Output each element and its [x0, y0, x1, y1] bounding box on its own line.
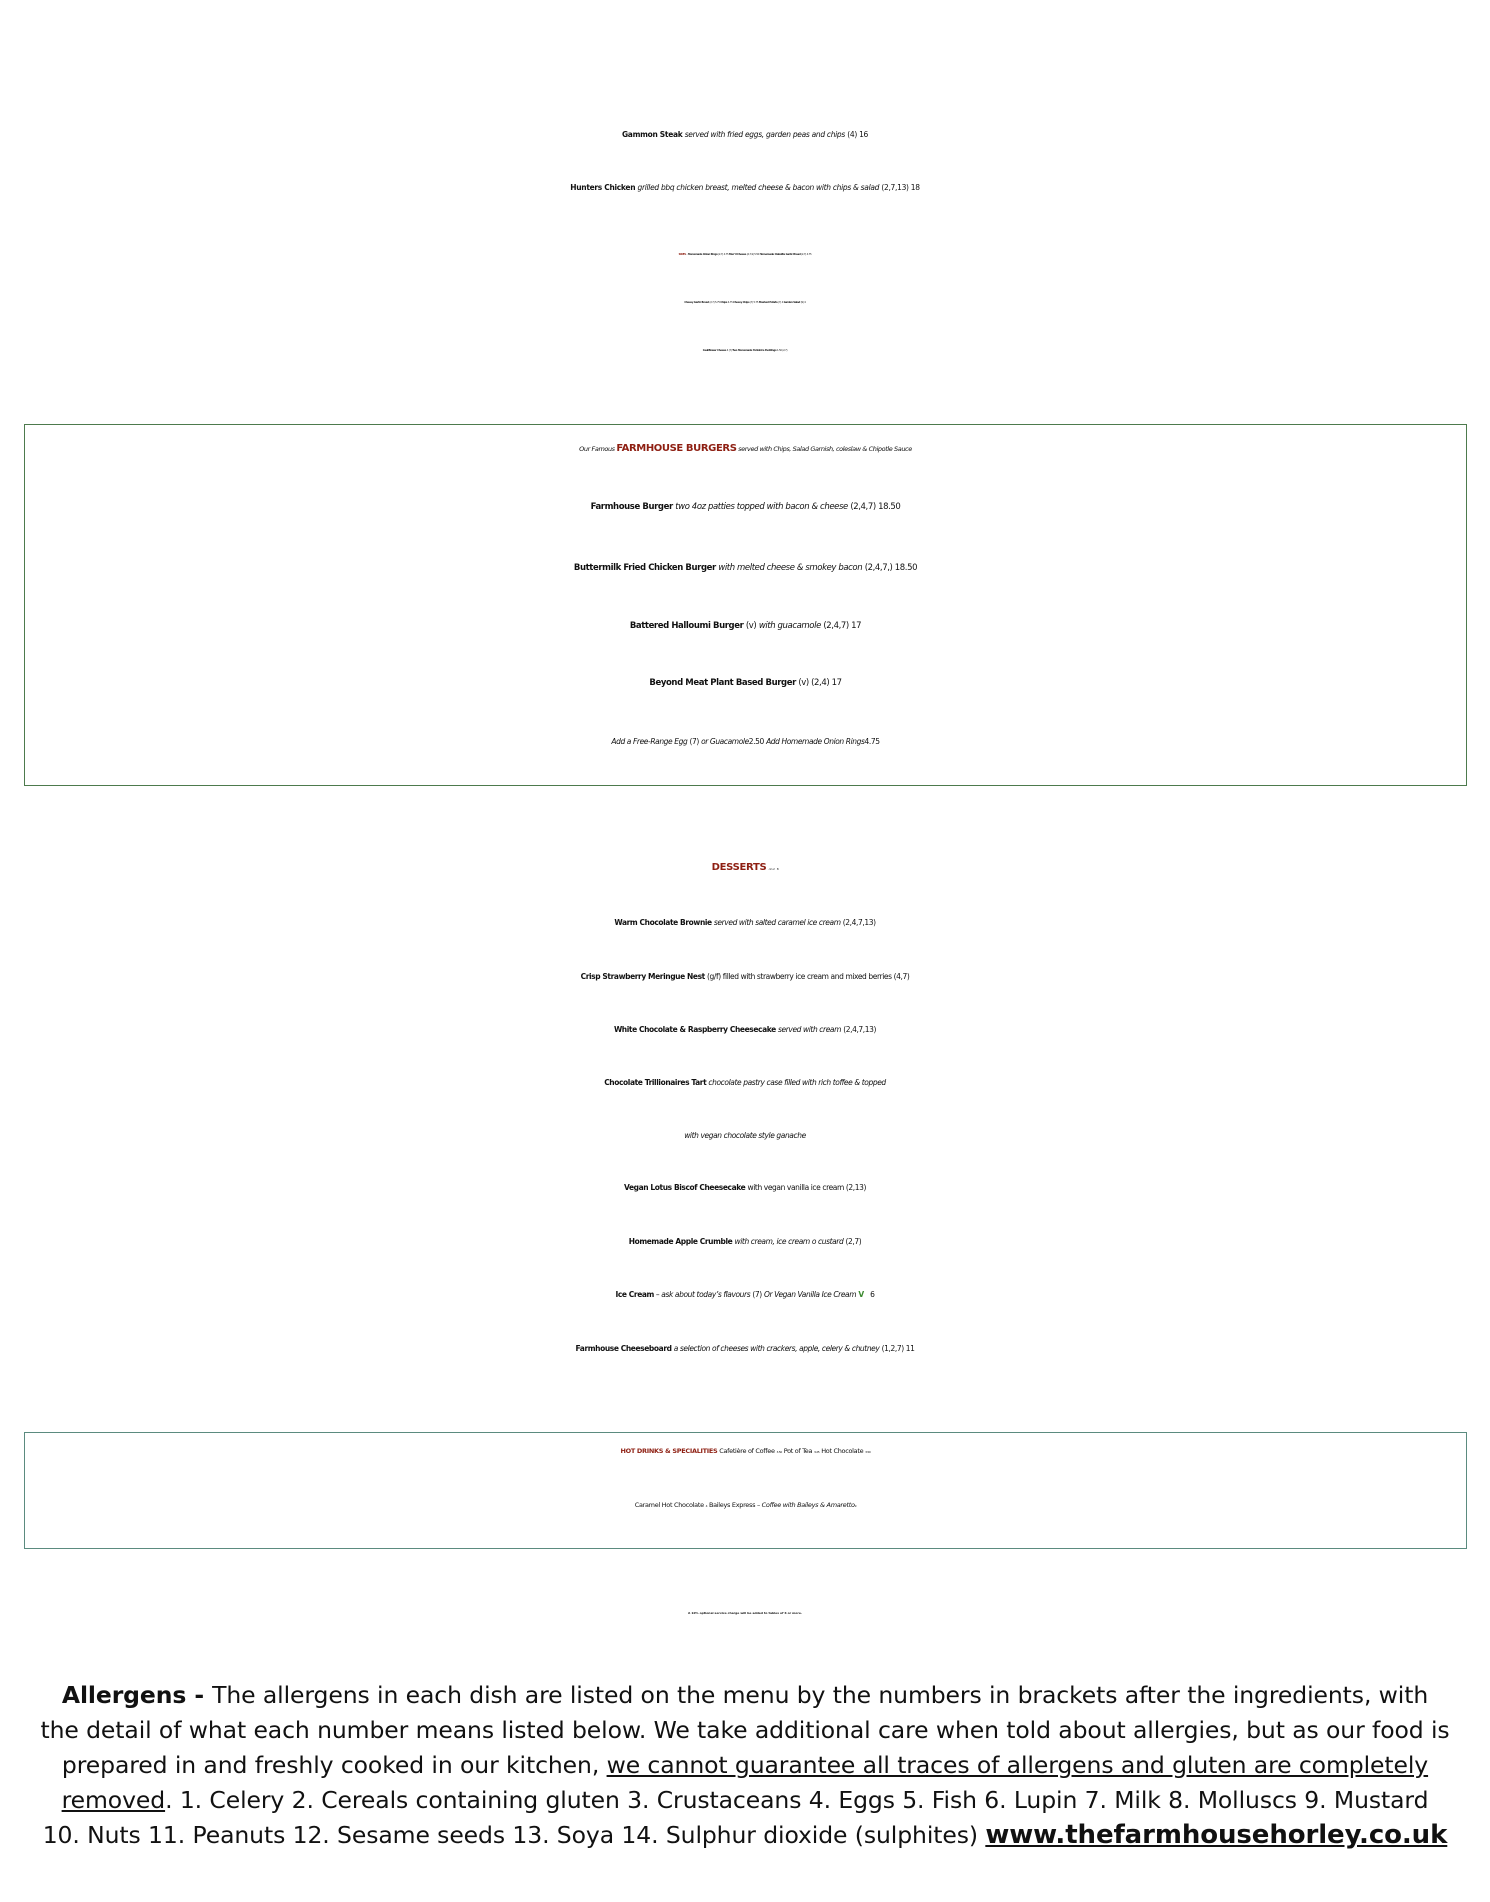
burger-extras: Add a Free-Range Egg (7) or Guacamole2.50 Add Homemade Onion Rings4.75: [611, 737, 880, 746]
item-info: (4) 16: [847, 130, 869, 139]
item-desc: grilled bbq chicken breast, melted cheese & bacon with chips & salad: [637, 183, 880, 192]
item-name: Gammon Steak: [621, 130, 683, 139]
dessert-item-cheeseboard: Farmhouse Cheeseboard a selection of cheeses with crackers, apple, celery & chutney (1,2,7) 11: [575, 1344, 915, 1353]
burger-item-farmhouse: Farmhouse Burger two 4oz patties topped with bacon & cheese (2,4,7) 18.50: [590, 502, 901, 512]
item-name: Hunters Chicken: [570, 183, 636, 192]
hot-drinks-section: [24, 1432, 1467, 1549]
dessert-item-meringue: Crisp Strawberry Meringue Nest (g/f) filled with strawberry ice cream and mixed berries (4,7): [580, 972, 910, 981]
allergens-note: Allergens - The allergens in each dish are listed on the menu by the numbers in brackets after the ingredients, with the detail of what each number means listed below. We take additional care when told about allergies, but as our food is prepared in and freshly cooked in our kitchen, we cannot guarantee all traces of allergens and gluten are completely removed. 1. Celery 2. Cereals containing gluten 3. Crustaceans 4. Eggs 5. Fish 6. Lupin 7. Milk 8. Molluscs 9. Mustard 10. Nuts 11. Peanuts 12. Sesame seeds 13. Soya 14. Sulphur dioxide (sulphites) www.thefarmhousehorley.co.uk: [40, 1681, 1450, 1850]
sides-heading: SIDES: [678, 253, 686, 256]
hot-drinks-line-1: HOT DRINKS & SPECIALITIES Cafetière of Coffee 3.50 Pot of Tea 3.25 Hot Chocolate 3.50: [620, 1447, 871, 1455]
sides-line-3: Cauliflower Cheese 4 (7) Two Homemade Yorkshire Puddings 1.50 (2,7): [702, 349, 788, 352]
burgers-section: [24, 424, 1467, 786]
desserts-heading: DESSERTS: [711, 862, 767, 873]
hot-drinks-heading: HOT DRINKS & SPECIALITIES: [620, 1447, 718, 1455]
menu-item-gammon: [0, 130, 1490, 139]
burger-item-halloumi: Battered Halloumi Burger (v) with guacamole (2,4,7) 17: [629, 621, 862, 631]
website-link[interactable]: www.thefarmhousehorley.co.uk: [985, 1820, 1448, 1850]
burger-item-beyond-meat: Beyond Meat Plant Based Burger (v) (2,4) 17: [649, 678, 842, 688]
sides-line-1: SIDES - Homemade Onion Rings (2,7) 4.75 Mac’n’Cheese (2,7,9) 5.50 Homemade Ciabatta Garlic Bread (2,7) 4.75: [678, 253, 812, 256]
desserts-heading-line: DESSERTS All at 8: [711, 862, 779, 873]
dessert-item-tart: Chocolate Trillionaires Tart chocolate pastry case filled with rich toffee & topped: [604, 1078, 886, 1087]
menu-item-hunters-chicken: [0, 183, 1490, 192]
burgers-heading: FARMHOUSE BURGERS: [616, 443, 737, 454]
sides-line-2: Cheesy Garlic Bread (2,7) 5.75 Chips 4.75 Cheesy Chips (7) 5.75 Mashed Potato (7) 4 Garden Salad (9) 4: [684, 301, 806, 304]
dessert-item-tart-continued: with vegan chocolate style ganache: [684, 1131, 806, 1140]
burger-item-buttermilk: Buttermilk Fried Chicken Burger with melted cheese & smokey bacon (2,4,7,) 18.50: [573, 563, 918, 573]
item-info: (2,7,13) 18: [881, 183, 920, 192]
allergens-label: Allergens -: [61, 1681, 213, 1709]
dessert-item-lotus: Vegan Lotus Biscof Cheesecake with vegan vanilla ice cream (2,13): [623, 1183, 867, 1192]
service-charge-note: A 10% optional service charge will be added to tables of 6 or more.: [687, 1611, 803, 1615]
hot-drinks-line-2: Caramel Hot Chocolate 4 Baileys Express – Coffee with Baileys & Amaretto9: [634, 1501, 857, 1509]
burgers-intro: Our Famous FARMHOUSE BURGERS served with Chips, Salad Garnish, coleslaw & Chipotle Sauce: [579, 443, 912, 454]
dessert-item-ice-cream: Ice Cream – ask about today’s flavours (7) Or Vegan Vanilla Ice Cream V 6: [615, 1290, 875, 1299]
vegan-leaf-icon: V: [858, 1290, 864, 1299]
dessert-item-crumble: Homemade Apple Crumble with cream, ice cream o custard (2,7): [628, 1237, 862, 1246]
item-desc: served with fried eggs, garden peas and chips: [684, 130, 846, 139]
dessert-item-cheesecake: White Chocolate & Raspberry Cheesecake served with cream (2,4,7,13): [613, 1025, 877, 1034]
dessert-item-brownie: Warm Chocolate Brownie served with salted caramel ice cream (2,4,7,13): [614, 918, 876, 927]
